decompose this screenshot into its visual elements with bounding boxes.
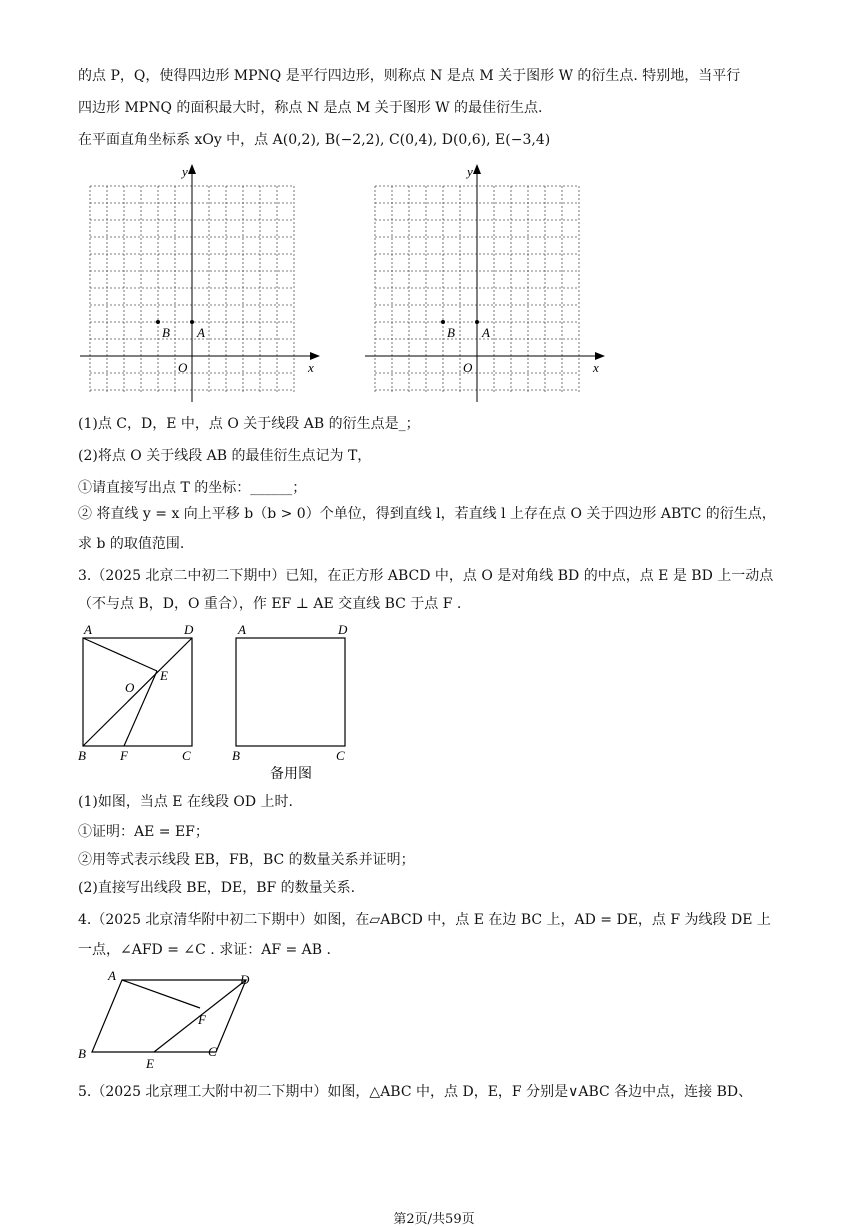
coordinate-grid-1 (78, 162, 323, 407)
x-axis-label: x (593, 360, 599, 375)
text-line: 在平面直角坐标系 xOy 中，点 A(0,2), B(−2,2), C(0,4), D(0,6), E(−3,4) (78, 132, 551, 148)
square-label-e: E (160, 668, 168, 683)
question-text: ② 将直线 y = x 向上平移 b（b > 0）个单位，得到直线 l，若直线 l 上存在点 O 关于四边形 ABTC 的衍生点， (78, 506, 776, 522)
question-text: ①证明：AE = EF； (78, 824, 209, 840)
figure-caption: 备用图 (270, 767, 312, 782)
square2-label-a: A (238, 622, 246, 637)
problem-5-text: 5.（2025 北京理工大附中初二下期中）如图，△ABC 中，点 D，E，F 分别是∨ABC 各边中点，连接 BD、 (78, 1084, 753, 1100)
point-b-label: B (162, 325, 170, 340)
x-axis-label: x (308, 360, 314, 375)
para-label-f: F (198, 1012, 206, 1027)
origin-label: O (178, 360, 188, 375)
square-label-f: F (120, 748, 128, 763)
point-a-label: A (197, 325, 205, 340)
y-axis-label: y (467, 164, 473, 179)
para-label-d: D (240, 972, 250, 987)
problem-4-text: 一点，∠AFD = ∠C . 求证：AF = AB . (78, 942, 331, 958)
question-text: (1)点 C，D，E 中，点 O 关于线段 AB 的衍生点是_； (78, 416, 420, 432)
square-label-d: D (184, 622, 194, 637)
square2-label-d: D (338, 622, 348, 637)
question-text: ①请直接写出点 T 的坐标：______； (78, 480, 307, 496)
square-figure (76, 620, 366, 782)
question-text: (1)如图，当点 E 在线段 OD 上时. (78, 794, 294, 810)
point-a-label: A (482, 325, 490, 340)
page-footer: 第2页/共59页 (393, 1212, 475, 1227)
para-label-e: E (146, 1056, 154, 1071)
question-text: (2)直接写出线段 BE，DE，BF 的数量关系. (78, 880, 356, 896)
y-axis-label: y (182, 164, 188, 179)
origin-label: O (463, 360, 473, 375)
para-label-c: C (208, 1044, 217, 1059)
square-label-c: C (182, 748, 191, 763)
parallelogram-figure (76, 966, 266, 1074)
text-line: 的点 P，Q，使得四边形 MPNQ 是平行四边形，则称点 N 是点 M 关于图形 W 的衍生点. 特别地，当平行 (78, 68, 741, 84)
question-text: ②用等式表示线段 EB，FB，BC 的数量关系并证明； (78, 852, 415, 868)
square-label-o: O (125, 680, 135, 695)
coordinate-grid-2 (363, 162, 608, 407)
square-label-a: A (84, 622, 92, 637)
square-label-b: B (78, 748, 86, 763)
question-text: (2)将点 O 关于线段 AB 的最佳衍生点记为 T， (78, 448, 372, 464)
square2-label-b: B (232, 748, 240, 763)
para-label-a: A (108, 968, 116, 983)
problem-3-text: （不与点 B，D，O 重合），作 EF ⊥ AE 交直线 BC 于点 F . (78, 596, 462, 612)
question-text: 求 b 的取值范围. (78, 536, 185, 552)
point-b-label: B (447, 325, 455, 340)
problem-3-text: 3.（2025 北京二中初二下期中）已知，在正方形 ABCD 中，点 O 是对角线 BD 的中点，点 E 是 BD 上一动点 (78, 568, 774, 584)
square2-label-c: C (336, 748, 345, 763)
text-line: 四边形 MPNQ 的面积最大时，称点 N 是点 M 关于图形 W 的最佳衍生点. (78, 100, 543, 116)
problem-4-text: 4.（2025 北京清华附中初二下期中）如图，在▱ABCD 中，点 E 在边 BC 上，AD = DE，点 F 为线段 DE 上 (78, 912, 771, 928)
para-label-b: B (78, 1046, 86, 1061)
